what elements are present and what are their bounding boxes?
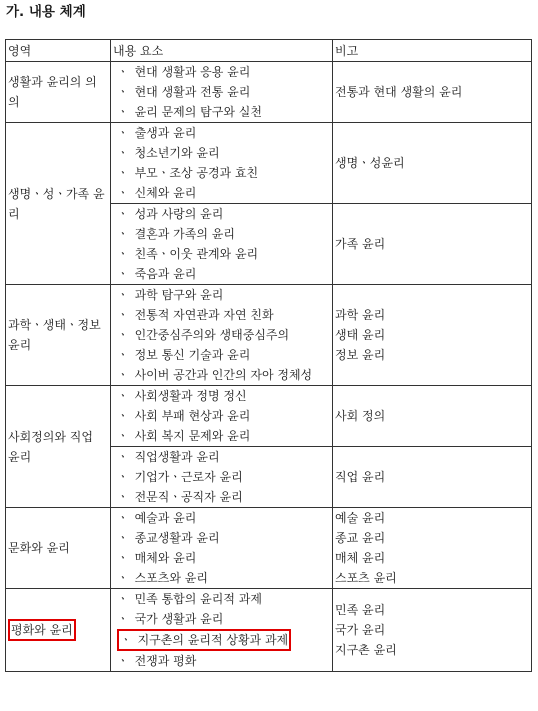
note-line: 정보 윤리 [335,348,386,362]
note-line: 생태 윤리 [335,328,386,342]
list-item: ㆍ 청소년기와 윤리 [117,146,220,160]
note-line: 지구촌 윤리 [335,643,397,657]
element-list [113,447,330,507]
list-item: ㆍ 민족 통합의 윤리적 과제 [117,592,262,606]
list-item: ㆍ 인간중심주의와 생태중심주의 [117,328,290,342]
content-system-table [5,39,532,672]
note-cell [333,589,532,672]
note-cell [333,508,532,589]
list-item: ㆍ 전문직ㆍ공직자 윤리 [117,490,243,504]
note-line: 국가 윤리 [335,623,386,637]
note-cell: 가족 윤리 [333,204,532,285]
list-item: ㆍ 정보 통신 기술과 윤리 [117,348,251,362]
area-cell: 문화와 윤리 [6,508,111,589]
list-item: ㆍ 국가 생활과 윤리 [117,612,224,626]
list-item: ㆍ 현대 생활과 전통 윤리 [117,85,251,99]
header-notes: 비고 [333,40,532,62]
highlighted-list-item: ㆍ 지구촌의 윤리적 상황과 과제 [117,629,291,651]
highlighted-area-label: 평화와 윤리 [8,619,76,641]
elements-cell [111,285,333,386]
list-item: ㆍ 매체와 윤리 [117,551,197,565]
elements-cell [111,589,333,672]
elements-cell [111,123,333,204]
note-line: 예술 윤리 [335,511,386,525]
note-cell: 전통과 현대 생활의 윤리 [333,62,532,123]
area-cell [6,589,111,672]
note-line: 매체 윤리 [335,551,386,565]
list-item: ㆍ 종교생활과 윤리 [117,531,220,545]
list-item: ㆍ 예술과 윤리 [117,511,197,525]
list-item: ㆍ 사이버 공간과 인간의 자아 정체성 [117,368,313,382]
list-item: ㆍ 부모ㆍ조상 공경과 효친 [117,166,259,180]
element-list [113,285,330,385]
table-row [6,123,532,204]
note-cell: 직업 윤리 [333,447,532,508]
list-item: ㆍ 성과 사랑의 윤리 [117,207,224,221]
area-cell: 생활과 윤리의 의의 [6,62,111,123]
header-elements: 내용 요소 [111,40,333,62]
list-item: ㆍ 신체와 윤리 [117,186,197,200]
area-cell: 생명ㆍ성ㆍ가족 윤리 [6,123,111,285]
note-line: 민족 윤리 [335,603,386,617]
note-line: 과학 윤리 [335,308,386,322]
list-item: ㆍ 기업가ㆍ근로자 윤리 [117,470,243,484]
note-line: 종교 윤리 [335,531,386,545]
note-cell: 사회 정의 [333,386,532,447]
area-cell: 사회정의와 직업 윤리 [6,386,111,508]
list-item: ㆍ 과학 탐구와 윤리 [117,288,224,302]
list-item: ㆍ 직업생활과 윤리 [117,450,220,464]
table-row [6,589,532,672]
list-item: ㆍ 사회생활과 정명 정신 [117,389,247,403]
list-item: ㆍ 출생과 윤리 [117,126,197,140]
list-item: ㆍ 윤리 문제의 탐구와 실천 [117,105,262,119]
list-item: ㆍ 결혼과 가족의 윤리 [117,227,235,241]
table-row [6,508,532,589]
list-item: ㆍ 현대 생활과 응용 윤리 [117,65,251,79]
table-row [6,386,532,447]
note-cell [333,285,532,386]
note-line: 스포츠 윤리 [335,571,397,585]
note-cell: 생명ㆍ성윤리 [333,123,532,204]
element-list [113,508,330,588]
elements-cell [111,447,333,508]
elements-cell [111,204,333,285]
element-list [113,204,330,284]
element-list [113,123,330,203]
list-item: ㆍ 사회 부패 현상과 윤리 [117,409,251,423]
element-list [113,589,330,671]
element-list [113,62,330,122]
table-row [6,62,532,123]
list-item: ㆍ 친족ㆍ이웃 관계와 윤리 [117,247,259,261]
table-header-row [6,40,532,62]
elements-cell [111,386,333,447]
list-item: ㆍ 사회 복지 문제와 윤리 [117,429,251,443]
list-item: ㆍ 죽음과 윤리 [117,267,197,281]
area-cell: 과학ㆍ생태ㆍ정보 윤리 [6,285,111,386]
list-item: ㆍ 전통적 자연관과 자연 친화 [117,308,274,322]
elements-cell [111,508,333,589]
element-list [113,386,330,446]
header-area: 영역 [6,40,111,62]
table-row [6,285,532,386]
list-item: ㆍ 스포츠와 윤리 [117,571,208,585]
list-item: ㆍ 전쟁과 평화 [117,654,197,668]
list-item [113,629,330,651]
section-title: 가. 내용 체계 [6,4,86,20]
elements-cell [111,62,333,123]
